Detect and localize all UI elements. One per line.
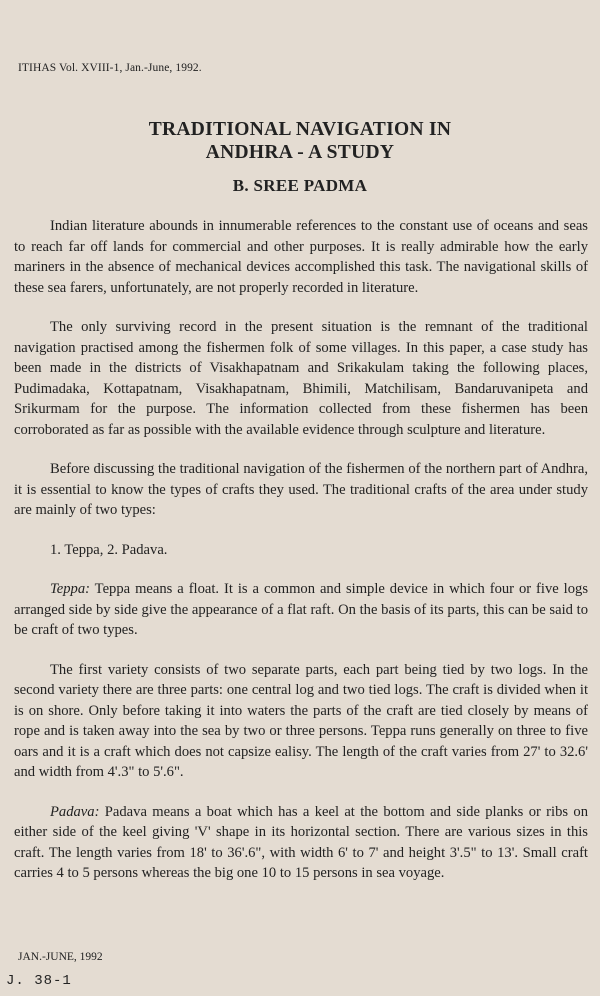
title-line-2: ANDHRA - A STUDY: [205, 142, 395, 163]
craft-types-list: 1. Teppa, 2. Padava.: [50, 541, 168, 558]
paragraph-1: Indian literature abounds in innumerable references to the constant use of oceans and seas to reach far off lands for commercial and other purposes. It is really admirable how the early mariners in the absence of mechanical devices accomplished this task. The navigational skills of these sea farers, unfortunately, are not properly recorded in literature.: [14, 218, 588, 296]
teppa-lead: Teppa:: [50, 581, 91, 597]
paragraph-teppa: [14, 579, 588, 641]
padava-lead: Padava:: [50, 803, 100, 820]
teppa-text: Teppa means a float. It is a common and simple device in which four or five logs arranged side by side give the appearance of a flat raft. On the basis of its parts, this can be said to be craft of two types.: [14, 581, 588, 638]
paragraph-padava: [14, 802, 588, 884]
paragraph-3: Before discussing the traditional navigation of the fishermen of the northern part of Andhra, it is essential to know the types of crafts they used. The traditional crafts of the area under study are mainly of two types:: [14, 461, 588, 518]
footer-date: JAN.-JUNE, 1992: [18, 951, 103, 963]
paragraph-6: The first variety consists of two separate parts, each part being tied by two logs. In the second variety there are three parts: one central log and two tied logs. The craft is divided when it is on shore. Only before taking it into waters the parts of the craft are tied closely by means of rope and is taken away into the sea by two or three persons. Teppa runs generally on three to five oars and it is a craft which does not capsize ealisy. The length of the craft varies from 27' to 32.6' and width from 4'.3" to 5'.6".: [14, 661, 588, 780]
article-title: [0, 118, 600, 164]
journal-header: ITIHAS Vol. XVIII-1, Jan.-June, 1992.: [18, 62, 202, 74]
padava-text: Padava means a boat which has a keel at the bottom and side planks or ribs on either side of the keel giving 'V' shape in its horizontal section. There are various sizes in this craft. The length varies from 18' to 36'.6", with width 6' to 7' and height 3'.5" to 13'. Small craft carries 4 to 5 persons whereas the big one 10 to 15 persons in sea voyage.: [14, 803, 588, 881]
author-name: B. SREE PADMA: [232, 176, 368, 195]
paragraph-2: The only surviving record in the present situation is the remnant of the traditional navigation practised among the fishermen folk of some villages. In this paper, a case study has been made in the districts of Visakhapatnam and Srikakulam taking the following places, Pudimadaka, Kottapatnam, Visakhapatnam, Bhimili, Matchilisam, Bandaruvanipeta and Srikurmam for the purpose. The information collected from these fishermen has been corroborated as far as possible with the available evidence through sculpture and literature.: [14, 319, 588, 438]
article-body: [14, 216, 588, 903]
page-code: J. 38-1: [6, 973, 72, 989]
title-line-1: TRADITIONAL NAVIGATION IN: [148, 119, 452, 140]
